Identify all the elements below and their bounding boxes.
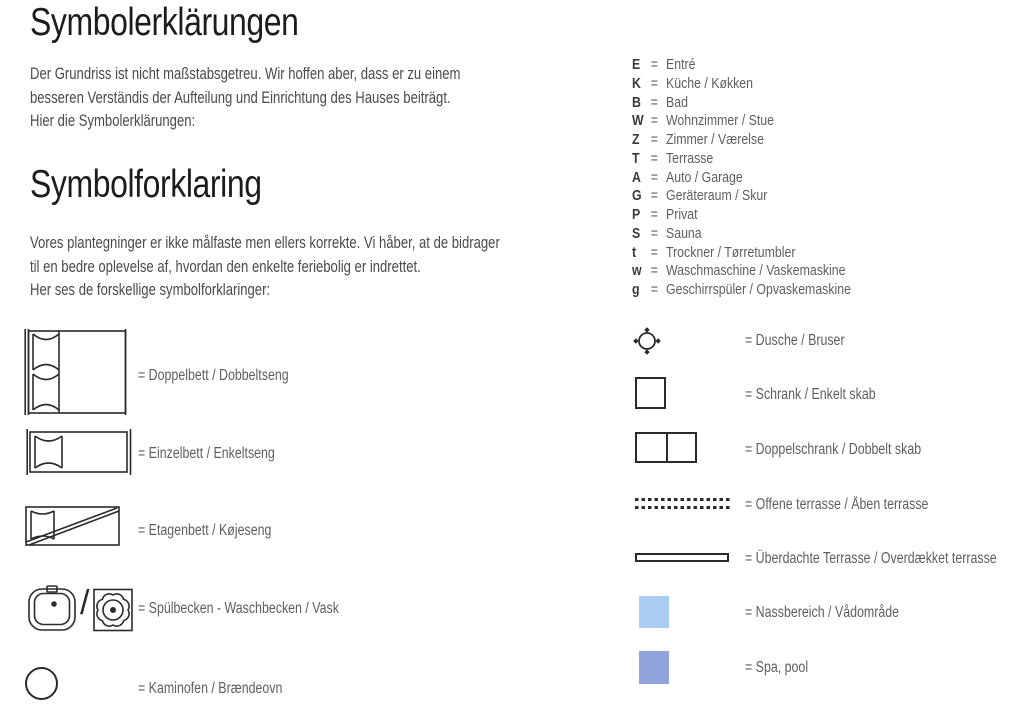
abbreviation-letter: Z [632, 132, 640, 148]
abbreviation-text: Geschirrspüler / Opvaskemaskine [666, 282, 851, 298]
abbreviation-row [632, 281, 851, 300]
double-cabinet-icon [635, 432, 697, 463]
heading-danish: Symbolforklaring [30, 163, 262, 206]
abbreviation-text: Trockner / Tørretumbler [666, 244, 796, 261]
abbreviation-text: Geräteraum / Skur [666, 188, 768, 205]
abbreviation-text: Auto / Garage [666, 169, 743, 186]
legend-label-double-bed: = Doppelbett / Dobbeltseng [138, 367, 289, 384]
abbreviation-text: Zimmer / Værelse [666, 132, 764, 148]
legend-label-single-cabinet: = Schrank / Enkelt skab [745, 386, 876, 403]
spa-pool-icon [639, 651, 669, 684]
abbreviation-letter: P [632, 207, 641, 223]
equals-sign: = [650, 150, 658, 167]
legend-label-single-bed: = Einzelbett / Enkeltseng [138, 445, 275, 462]
sink-separator-slash: / [80, 584, 90, 622]
wood-stove-icon [24, 666, 60, 702]
legend-label-double-cabinet: = Doppelschrank / Dobbelt skab [745, 441, 922, 458]
dashed-line [635, 498, 731, 501]
abbreviation-letter: g [632, 282, 640, 298]
equals-sign: = [650, 244, 658, 261]
abbreviation-list [632, 56, 851, 300]
bunk-bed-icon [25, 506, 120, 546]
intro-danish [30, 231, 500, 302]
covered-terrace-icon [635, 553, 729, 562]
abbreviation-letter: S [632, 225, 641, 242]
abbreviation-letter: A [632, 169, 641, 186]
abbreviation-text: Waschmaschine / Vaskemaskine [666, 263, 846, 280]
abbreviation-row [632, 94, 851, 113]
rect-sink-icon [27, 584, 77, 634]
round-sink-icon [92, 586, 134, 633]
abbreviation-row [632, 56, 851, 75]
cabinet-divider [666, 434, 668, 461]
legend-label-shower: = Dusche / Bruser [745, 332, 845, 349]
abbreviation-row [632, 225, 851, 244]
equals-sign: = [650, 207, 658, 223]
legend-label-spa-pool: = Spa, pool [745, 659, 809, 676]
equals-sign: = [650, 169, 658, 186]
abbreviation-row [632, 262, 851, 281]
abbreviation-text: Wohnzimmer / Stue [666, 113, 775, 130]
double-bed-icon [24, 329, 128, 415]
legend-label-open-terrace: = Offene terrasse / Åben terrasse [745, 496, 929, 513]
equals-sign: = [650, 94, 658, 111]
abbreviation-row [632, 206, 851, 225]
abbreviation-row [632, 112, 851, 131]
abbreviation-text: Privat [666, 207, 698, 223]
abbreviation-text: Entré [666, 57, 696, 73]
intro-danish-line: Vores plantegninger er ikke målfaste men ellers korrekte. Vi håber, at de bidrager [30, 233, 500, 252]
equals-sign: = [650, 75, 658, 92]
abbreviation-row [632, 187, 851, 206]
abbreviation-text: Küche / Køkken [666, 75, 754, 92]
abbreviation-row [632, 150, 851, 169]
equals-sign: = [650, 57, 658, 73]
abbreviation-letter: G [632, 188, 642, 205]
equals-sign: = [650, 113, 658, 130]
single-bed-icon [26, 429, 132, 475]
abbreviation-text: Bad [666, 94, 688, 111]
shower-icon [632, 326, 662, 356]
abbreviation-letter: w [632, 263, 642, 280]
equals-sign: = [650, 225, 658, 242]
wet-area-icon [639, 596, 669, 628]
abbreviation-letter: K [632, 75, 641, 92]
abbreviation-letter: T [632, 150, 640, 167]
intro-danish-line: Her ses de forskellige symbolforklaringer: [30, 280, 271, 299]
heading-german: Symbolerklärungen [30, 1, 299, 44]
legend-label-sink: = Spülbecken - Waschbecken / Vask [138, 600, 339, 617]
intro-german-line: Hier die Symbolerklärungen: [30, 111, 196, 130]
open-terrace-icon [635, 498, 731, 510]
equals-sign: = [650, 188, 658, 205]
abbreviation-letter: B [632, 94, 641, 111]
abbreviation-row [632, 75, 851, 94]
abbreviation-text: Sauna [666, 225, 702, 242]
intro-danish-line: til en bedre oplevelse af, hvordan den enkelte feriebolig er indrettet. [30, 256, 421, 276]
abbreviation-letter: t [632, 244, 637, 261]
legend-label-wet-area: = Nassbereich / Vådområde [745, 604, 900, 621]
dashed-line [635, 506, 731, 509]
abbreviation-letter: E [632, 57, 641, 73]
equals-sign: = [650, 282, 658, 298]
legend-label-wood-stove: = Kaminofen / Brændeovn [138, 680, 283, 697]
abbreviation-row [632, 131, 851, 150]
abbreviation-text: Terrasse [666, 150, 714, 167]
equals-sign: = [650, 263, 658, 280]
intro-german-line: Der Grundriss ist nicht maßstabsgetreu. Wir hoffen aber, dass er zu einem [30, 64, 461, 83]
abbreviation-row [632, 244, 851, 263]
equals-sign: = [650, 132, 658, 148]
abbreviation-letter: W [632, 113, 644, 130]
legend-label-bunk-bed: = Etagenbett / Køjeseng [138, 522, 272, 539]
intro-german-line: besseren Verständis der Aufteilung und Einrichtung des Hauses beiträgt. [30, 87, 451, 107]
abbreviation-row [632, 169, 851, 188]
legend-label-covered-terrace: = Überdachte Terrasse / Overdækket terrasse [745, 550, 997, 567]
single-cabinet-icon [635, 377, 666, 409]
intro-german [30, 62, 460, 133]
